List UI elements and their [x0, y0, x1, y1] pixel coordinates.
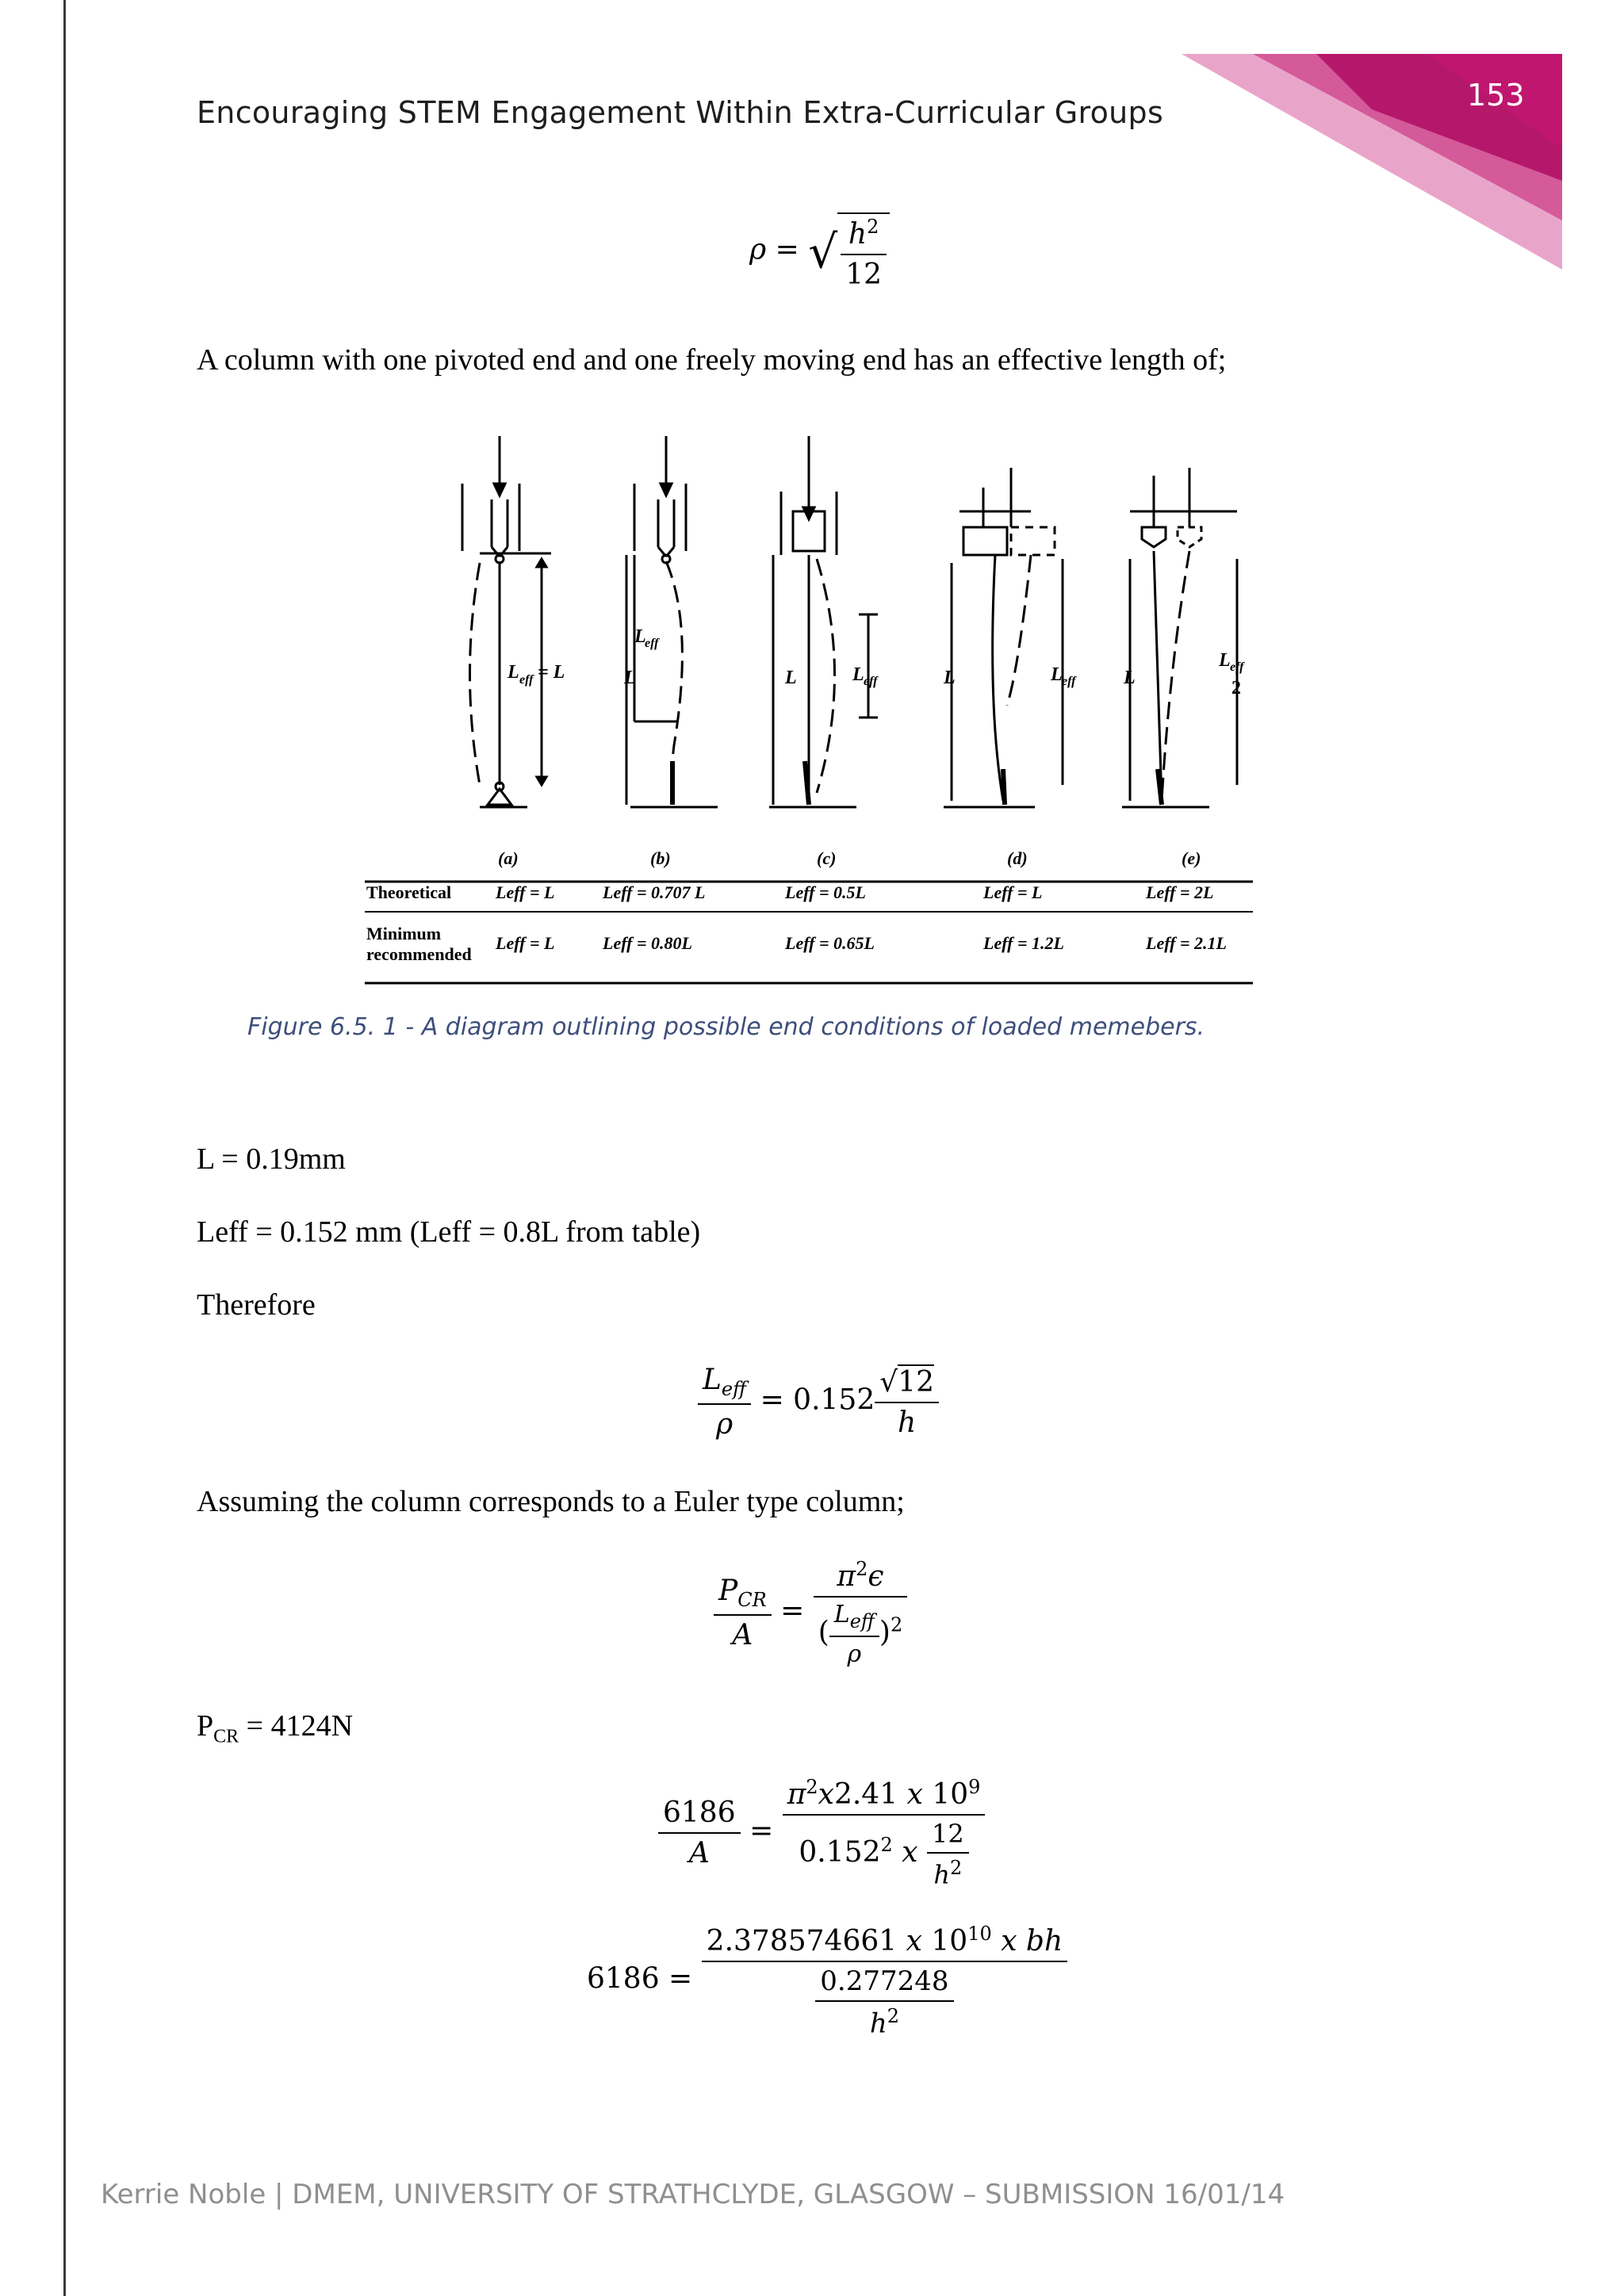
case-c-diagram — [769, 436, 878, 807]
case-label-e: (e) — [1182, 848, 1201, 868]
theoretical-c: Leff = 0.5L — [785, 882, 866, 902]
case-b-diagram — [626, 436, 718, 807]
therefore-line: Therefore — [197, 1288, 316, 1322]
equation-rearranged: 6186 = $\frac{2.378574661 x 10^{10} x bh}{\frac{0.277248}{h^2}}$ — [587, 1923, 1067, 2039]
equation-slenderness-ratio: $\frac{L_{eff}}{\rho}$ = 0.152 $\frac{√12}{h}$ — [698, 1364, 939, 1441]
case-label-d: (d) — [1007, 848, 1028, 868]
minimum-d: Leff = 1.2L — [983, 933, 1064, 953]
figure-caption: Figure 6.5. 1 - A diagram outlining possible end conditions of loaded memebers. — [247, 1013, 1205, 1041]
svg-text:eff: eff — [1230, 660, 1244, 674]
case-label-a: (a) — [498, 848, 519, 868]
equation-radius-of-gyration: ρ = √ $\frac{h^2}{12}$ — [749, 212, 890, 291]
svg-text:L: L — [1124, 668, 1136, 688]
equation-euler-stress: $\frac{P_{CR}}{A}$ = $\pi^2\epsilon$ ( $\frac{L_{eff}}{\rho}$ )$^2$ — [714, 1558, 907, 1668]
row-label-recommended: recommended — [366, 944, 472, 964]
case-d-diagram — [944, 468, 1063, 807]
case-label-c: (c) — [817, 848, 837, 868]
length-line: L = 0.19mm — [197, 1142, 346, 1176]
theoretical-e: Leff = 2L — [1146, 882, 1214, 902]
svg-text:L: L — [944, 668, 956, 688]
svg-text:eff: eff — [864, 675, 878, 688]
theoretical-d: Leff = L — [983, 882, 1043, 902]
svg-text:L: L — [634, 626, 646, 647]
svg-text:L: L — [785, 668, 797, 688]
equation-numeric-substitution: $\frac{6186}{A}$ = $\pi^2x2.41$ x $10^9$ 0.152$^2$ x $\frac{12}{h^2}$ — [658, 1776, 985, 1890]
svg-text:2: 2 — [1231, 678, 1241, 698]
case-e-diagram — [1122, 468, 1237, 807]
pcr-value: = 4124N — [239, 1709, 354, 1743]
effective-length-line: Leff = 0.152 mm (Leff = 0.8L from table) — [197, 1215, 701, 1249]
critical-load-line — [197, 1709, 353, 1748]
svg-text:= L: = L — [538, 662, 565, 683]
svg-text:eff: eff — [1062, 675, 1076, 688]
minimum-c: Leff = 0.65L — [785, 933, 875, 953]
minimum-e: Leff = 2.1L — [1146, 933, 1227, 953]
left-margin-rule — [63, 0, 66, 2296]
minimum-a: Leff = L — [496, 933, 555, 953]
case-label-b: (b) — [650, 848, 671, 868]
minimum-b: Leff = 0.80L — [603, 933, 692, 953]
svg-text:eff: eff — [519, 673, 534, 687]
svg-text:eff: eff — [645, 637, 659, 650]
pcr-symbol: P — [197, 1709, 214, 1743]
page-footer: Kerrie Noble | DMEM, UNIVERSITY OF STRATHCLYDE, GLASGOW – SUBMISSION 16/01/14 — [101, 2179, 1285, 2210]
svg-text:L: L — [852, 664, 864, 685]
figure-table — [365, 844, 1261, 1003]
svg-text:L: L — [1051, 664, 1063, 685]
svg-text:L: L — [508, 662, 519, 683]
svg-text:L: L — [624, 668, 636, 688]
row-label-minimum: Minimum — [366, 924, 442, 943]
row-label-theoretical: Theoretical — [366, 882, 452, 902]
euler-assumption: Assuming the column corresponds to a Euler type column; — [197, 1485, 905, 1518]
svg-text:L: L — [1219, 650, 1231, 671]
page-number: 153 — [1467, 78, 1525, 113]
pcr-subscript: CR — [213, 1726, 239, 1747]
theoretical-a: Leff = L — [496, 882, 555, 902]
intro-sentence: A column with one pivoted end and one freely moving end has an effective length of; — [197, 343, 1227, 377]
theoretical-b: Leff = 0.707 L — [603, 882, 706, 902]
case-a-diagram — [462, 436, 551, 807]
running-title: Encouraging STEM Engagement Within Extra-Curricular Groups — [197, 95, 1164, 130]
